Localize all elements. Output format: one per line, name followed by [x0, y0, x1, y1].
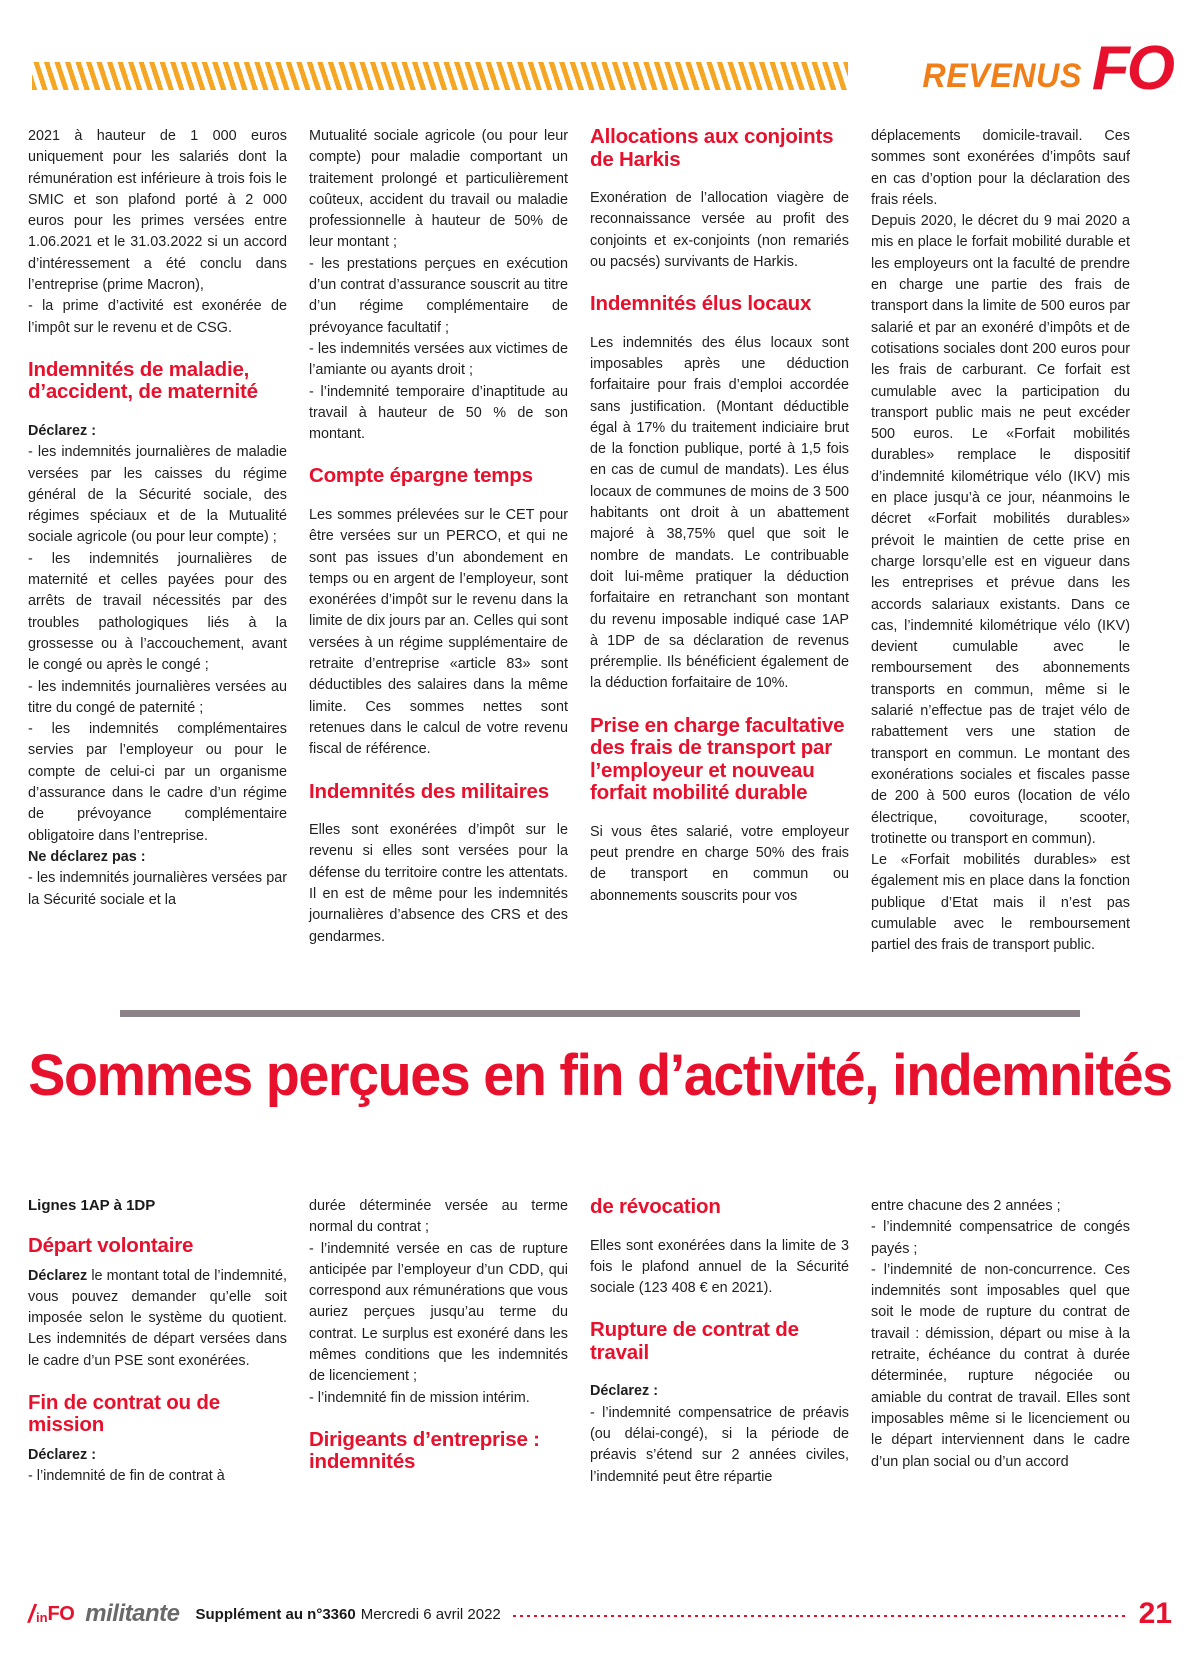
hatch-pattern-decoration — [32, 62, 848, 90]
column-3 — [590, 126, 849, 957]
body-paragraph — [28, 1266, 287, 1372]
column-1 — [28, 126, 287, 957]
body-paragraph: entre chacune des 2 années ; — [871, 1198, 1061, 1214]
column-4 — [871, 126, 1130, 957]
body-paragraph — [28, 421, 287, 442]
body-paragraph — [28, 847, 287, 868]
paragraph-lead-in: Déclarez — [28, 1267, 88, 1284]
body-paragraph: Elles sont exonérées d’impôt sur le revenu si elles sont versées pour la défense du territoire contre les attentats. Il en est de même pour les indemnités journalières d’absence des CRS et des gendarmes. — [309, 822, 568, 945]
body-paragraph: - l’indemnité de non-concurrence. Ces indemnités sont imposables quel que soit le mode de rupture du contrat de travail : démission, départ ou mise à la retraite, échéance du contrat à durée déterminée, rupture négociée ou amiable du contrat de travail. Elles sont imposables même si le licenciement ou le départ interviennent dans le cadre d’un plan social ou d’un accord — [871, 1261, 1130, 1470]
body-paragraph: Le «Forfait mobilités durables» est également mis en place dans la fonction publique d’Etat mais il n’est pas cumulable avec le remboursement partiel des frais de transport public. — [871, 852, 1130, 954]
footer-supplement: Supplément au n°3360 — [195, 1605, 356, 1623]
page-footer — [28, 1594, 1172, 1634]
horizontal-rule — [120, 1010, 1080, 1017]
body-paragraph: - l’indemnité versée en cas de rupture anticipée par l’employeur d’un CDD, qui correspond aux rémunérations que vous auriez perçues jusqu’au terme du contrat. Le surplus est exonéré dans les mêmes conditions que les indemnités de licenciement ; — [309, 1240, 568, 1385]
section-heading: Indemnités de maladie, d’accident, de maternité — [28, 357, 258, 404]
body-paragraph: Depuis 2020, le décret du 9 mai 2020 a mis en place le forfait mobilité durable et les employeurs ont la faculté de prendre en charge une partie des frais de transport dans la limite de 500 euros par salarié et par an exonéré d’impôts et de cotisations sociales dont 200 euros pour les frais de carburant. Ce forfait est cumulable avec la participation du transport public mais ne peut excéder 500 euros. Le «Forfait mobilités durables» remplace le dispositif d’indemnité kilométrique vélo (IKV) mis en place jusqu’à ce jour, néanmoins le décret «Forfait mobilités durables» prévoit le maintien de cette prise en charge lorsqu’elle est en vigueur dans les entreprises et prévue dans les accords salariaux existants. Dans ce cas, l’indemnité kilométrique vélo (IKV) devient cumulable avec le remboursement des abonnements transports en commun, même si le salarié n’effectue pas de trajet vélo de rabattement vers une station de transport en commun. Le montant des exonérations sociales et fiscales passe de 200 à 500 euros (location de vélo électrique, covoiturage, scooter, trotinette ou transport en commun). — [871, 213, 1130, 847]
info-militante-in-text: in — [35, 1609, 48, 1625]
body-paragraph: durée déterminée versée au terme normal du contrat ; — [309, 1198, 568, 1236]
footer-date: Mercredi 6 avril 2022 — [360, 1605, 501, 1623]
body-paragraph: - l’indemnité temporaire d’inaptitude au travail à hauteur de 50 % de son montant. — [309, 383, 568, 443]
body-paragraph: déplacements domicile-travail. Ces sommes sont exonérées d’impôts sauf en cas d’option pour la déclaration des frais réels. — [871, 128, 1130, 208]
body-paragraph: - l’indemnité de fin de contrat à — [28, 1468, 225, 1485]
feature-title: Sommes perçues en fin d’activité, indemnités — [28, 1043, 1172, 1108]
body-paragraph: - les indemnités journalières versées au titre du congé de paternité ; — [28, 678, 287, 716]
section-heading: Compte épargne temps — [309, 464, 533, 488]
body-paragraph: - les indemnités journalières de maladie versées par les caisses du régime général de la Sécurité sociale, des régimes spéciaux et de la Mutualité sociale agricole (ou pour leur compte) ; — [28, 444, 287, 546]
section-heading: Départ volontaire — [28, 1234, 194, 1257]
paragraph-text: le montant total de l’indemnité, vous pouvez demander qu’elle soit imposée selon le système du quotient. Les indemnités de départ versées dans le cadre d’un PSE sont exonérées. — [28, 1267, 287, 1369]
body-paragraph: - l’indemnité compensatrice de préavis (ou délai-congé), si la période de préavis s’étend sur 2 années civiles, l’indemnité peut être répartie — [590, 1404, 849, 1485]
body-paragraph: - les indemnités complémentaires servies par l’employeur ou pour le compte de celui-ci par un organisme d’assurance dans le cadre d’un régime de prévoyance complémentaire obligatoire dans l’entreprise. — [28, 721, 287, 844]
body-paragraph: Si vous êtes salarié, votre employeur peut prendre en charge 50% des frais de transport en commun ou abonnements souscrits pour vos — [590, 823, 849, 904]
body-paragraph: - les indemnités journalières de maternité et celles payées pour des arrêts de travail nécessités par des troubles pathologiques liés à la grossesse ou à l’accouchement, avant le congé ou après le congé ; — [28, 550, 287, 674]
page-masthead — [0, 0, 1200, 115]
body-paragraph — [590, 1381, 849, 1402]
fo-logo: FO — [1091, 34, 1172, 103]
body-paragraph: - les indemnités versées aux victimes de l’amiante ou ayants droit ; — [309, 340, 568, 379]
body-paragraph — [28, 1445, 287, 1466]
section-heading: Indemnités élus locaux — [590, 292, 812, 316]
body-paragraph: - les indemnités journalières versées par la Sécurité sociale et la — [28, 870, 287, 908]
feature-title-band — [0, 1010, 1200, 1109]
body-paragraph: Les indemnités des élus locaux sont imposables après une déduction forfaitaire pour frais d’emploi accordée sans justification. (Montant déductible égal à 17% du traitement indiciaire brut de la fonction publique, porté à 1,5 fois en cas de cumul de mandats). Les élus locaux de communes de moins de 3 500 habitants ont droit à un abattement majoré à 38,75% quel que soit le nombre de mandats. Le contribuable doit lui-même pratiquer la déduction forfaitaire en retranchant son montant du revenu imposable indiqué case 1AP à 1DP de sa déclaration de revenus préremplie. Ils bénéficient également de la déduction forfaitaire de 10%. — [590, 334, 849, 692]
paragraph-lead-in: Ne déclarez pas : — [28, 848, 146, 865]
footer-dotted-rule — [513, 1615, 1127, 1617]
paragraph-lead-in: Déclarez : — [590, 1383, 658, 1400]
body-paragraph: Mutualité sociale agricole (ou pour leur compte) pour maladie comportant un traitement prolongé et particulièrement coûteux, accident du travail ou maladie professionnelle à hauteur de 50% de leur montant ; — [309, 128, 568, 251]
section-label: REVENUS — [922, 57, 1082, 95]
bottom-column-1 — [28, 1196, 287, 1491]
body-paragraph: Les sommes prélevées sur le CET pour être versées sur un PERCO, et qui ne sont pas issues d’un abondement en temps ou en argent de l’employeur, sont exonérées d’impôt sur le revenu dans la limite de dix jours par an. Celles qui sont versées à un régime supplémentaire de retraite d’entreprise «article 83» sont déductibles des salaires dans la même limite. Ces sommes nettes sont retenues dans le calcul de votre revenu fiscal de référence. — [309, 506, 568, 758]
paragraph-lead-in: Déclarez : — [28, 422, 96, 439]
section-heading: Fin de contrat ou de mission — [28, 1390, 220, 1437]
bottom-column-4 — [871, 1196, 1130, 1491]
info-militante-slash-icon: / — [28, 1599, 35, 1628]
body-paragraph: - la prime d’activité est exonérée de l’impôt sur le revenu et de CSG. — [28, 298, 287, 336]
bottom-article-columns — [28, 1196, 1172, 1491]
section-heading: Indemnités des militaires — [309, 779, 549, 803]
body-paragraph: Exonération de l’allocation viagère de reconnaissance versée au profit des conjoints et ex-conjoints (non remariés ou pacsés) survivants de Harkis. — [590, 190, 849, 270]
section-kicker: Lignes 1AP à 1DP — [28, 1197, 156, 1214]
body-paragraph: Elles sont exonérées dans la limite de 3 fois le plafond annuel de la Sécurité sociale (123 408 € en 2021). — [590, 1237, 849, 1297]
bottom-column-2 — [309, 1196, 568, 1491]
page-number: 21 — [1138, 1597, 1172, 1630]
bottom-column-3 — [590, 1196, 849, 1491]
section-heading: Rupture de contrat de travail — [590, 1318, 799, 1364]
body-paragraph: 2021 à hauteur de 1 000 euros uniquement pour les salariés dont la rémunération est inférieure à trois fois le SMIC et son plafond porté à 2 000 euros pour les primes versées entre 1.06.2021 et le 31.03.2022 si un accord d’intéressement a été conclu dans l’entreprise (prime Macron), — [28, 128, 287, 294]
body-paragraph: - l’indemnité fin de mission intérim. — [309, 1389, 530, 1406]
top-article-columns — [28, 126, 1172, 957]
body-paragraph: - les prestations perçues en exécution d’un contrat d’assurance souscrit au titre d’un régime complémentaire de prévoyance facultatif ; — [309, 255, 568, 336]
paragraph-lead-in: Déclarez : — [28, 1446, 96, 1463]
section-heading: de révocation — [590, 1195, 721, 1218]
info-militante-fo-text: FO — [47, 1603, 75, 1625]
section-heading: Prise en charge facultative des frais de transport par l’employeur et nouveau forfait mobilité durable — [590, 713, 845, 805]
section-heading: Dirigeants d’entreprise : indemnités — [309, 1427, 540, 1474]
body-paragraph: - l’indemnité compensatrice de congés payés ; — [871, 1219, 1130, 1257]
section-heading: Allocations aux conjoints de Harkis — [590, 125, 834, 171]
column-2 — [309, 126, 568, 957]
info-militante-wordmark: militante — [85, 1600, 180, 1627]
